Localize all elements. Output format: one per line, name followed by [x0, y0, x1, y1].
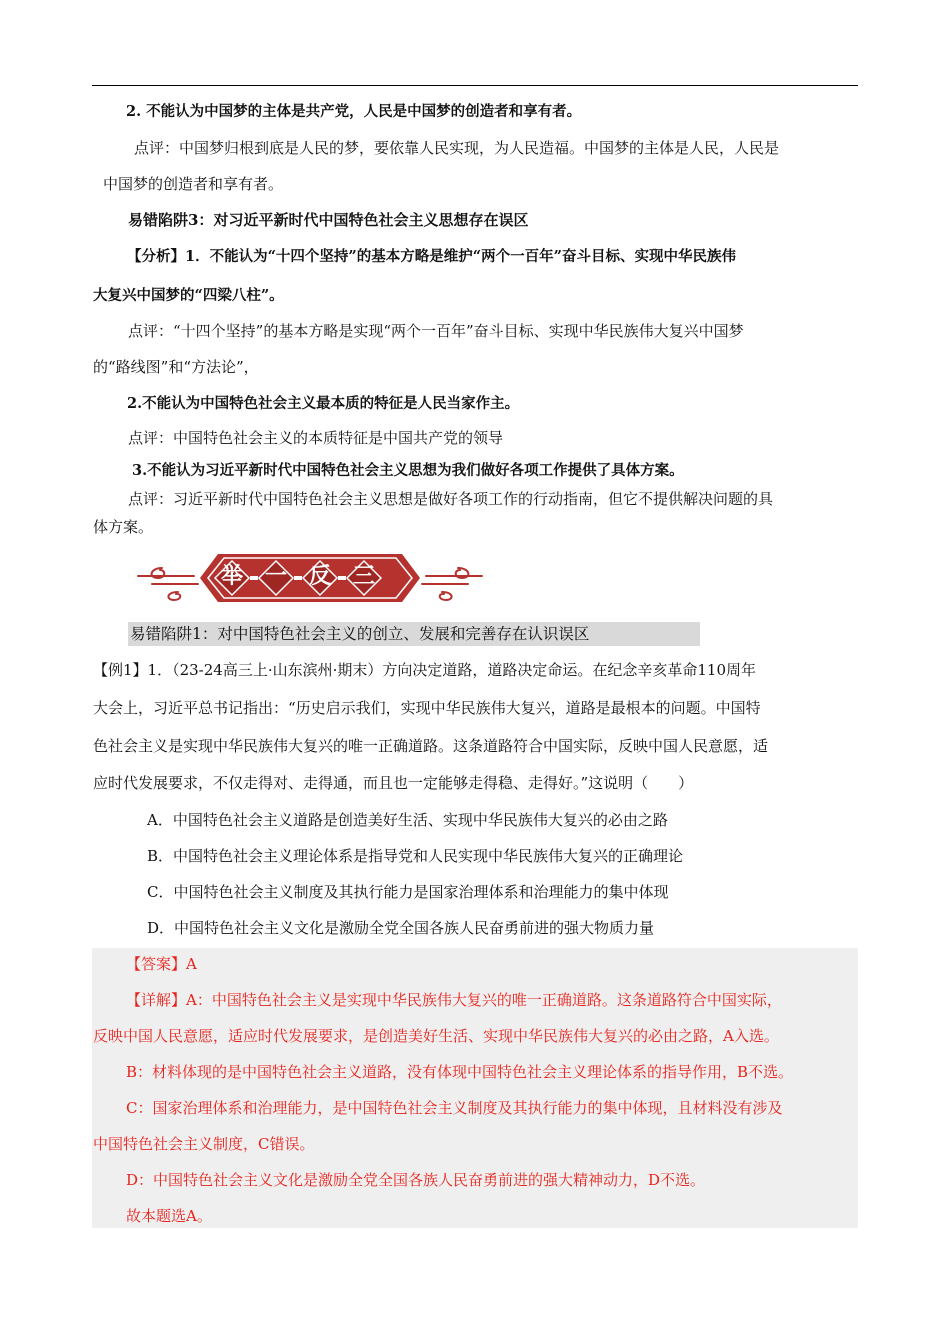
option-b: B．中国特色社会主义理论体系是指导党和人民实现中华民族伟大复兴的正确理论: [147, 847, 684, 865]
banner-char-fan: 反: [308, 564, 331, 589]
option-c: C．中国特色社会主义制度及其执行能力是国家治理体系和治理能力的集中体现: [147, 883, 669, 901]
header-rule: [92, 85, 858, 86]
option-d: D．中国特色社会主义文化是激励全党全国各族人民奋勇前进的强大物质力量: [147, 919, 655, 937]
comment-text-cont: 的“路线图”和“方法论”，: [93, 358, 259, 376]
banner-char-ju: 举: [220, 564, 243, 589]
explanation-d: D：中国特色社会主义文化是激励全党全国各族人民奋勇前进的强大精神动力，D不选。: [126, 1171, 706, 1189]
final-answer: 故本题选A。: [126, 1207, 212, 1225]
explanation-a: 【详解】A：中国特色社会主义是实现中华民族伟大复兴的唯一正确道路。这条道路符合中国实际，: [126, 991, 782, 1009]
ju-yi-fan-san-banner: [132, 548, 488, 608]
trap-3-heading: 易错陷阱3：对习近平新时代中国特色社会主义思想存在误区: [128, 211, 529, 229]
example-question-line-3: 色社会主义是实现中华民族伟大复兴的唯一正确道路。这条道路符合中国实际，反映中国人民意愿，适: [93, 737, 769, 755]
explanation-c: C：国家治理体系和治理能力，是中国特色社会主义制度及其执行能力的集中体现，且材料没有涉及: [126, 1099, 783, 1117]
comment-text: 点评：中国梦归根到底是人民的梦，要依靠人民实现，为人民造福。中国梦的主体是人民，人民是: [134, 139, 780, 157]
comment-text-cont: 中国梦的创造者和享有者。: [103, 175, 284, 193]
example-question-line-2: 大会上，习近平总书记指出：“历史启示我们，实现中华民族伟大复兴，道路是最根本的问题。中国特: [93, 699, 761, 717]
explanation-a-cont: 反映中国人民意愿，适应时代发展要求，是创造美好生活、实现中华民族伟大复兴的必由之路，A入选。: [93, 1027, 779, 1045]
analysis-point-1-cont: 大复兴中国梦的“四梁八柱”。: [93, 287, 284, 304]
explanation-b: B：材料体现的是中国特色社会主义道路，没有体现中国特色社会主义理论体系的指导作用，B不选。: [126, 1063, 794, 1081]
comment-text: 点评：“十四个坚持”的基本方略是实现“两个一百年”奋斗目标、实现中华民族伟大复兴中国梦: [128, 322, 744, 340]
example-question-line-4: 应时代发展要求，不仅走得对、走得通，而且也一定能够走得稳、走得好。”这说明（ ）: [93, 774, 694, 792]
option-a: A．中国特色社会主义道路是创造美好生活、实现中华民族伟大复兴的必由之路: [147, 811, 668, 829]
explanation-c-cont: 中国特色社会主义制度，C错误。: [93, 1135, 315, 1153]
analysis-point-2: 2.不能认为中国特色社会主义最本质的特征是人民当家作主。: [127, 395, 520, 412]
section-title: 易错陷阱1：对中国特色社会主义的创立、发展和完善存在认识误区: [130, 625, 590, 643]
analysis-point-3: 3.不能认为习近平新时代中国特色社会主义思想为我们做好各项工作提供了具体方案。: [132, 462, 684, 479]
comment-text-cont: 体方案。: [93, 518, 154, 536]
banner-char-yi: 一: [264, 564, 287, 589]
comment-text: 点评：习近平新时代中国特色社会主义思想是做好各项工作的行动指南，但它不提供解决问题的具: [128, 490, 774, 508]
comment-text: 点评：中国特色社会主义的本质特征是中国共产党的领导: [128, 429, 504, 447]
answer-label: 【答案】A: [126, 955, 197, 973]
trap-point-2: 2. 不能认为中国梦的主体是共产党，人民是中国梦的创造者和享有者。: [126, 103, 582, 120]
banner-char-san: 三: [352, 564, 375, 589]
example-question-line-1: 【例1】1．（23-24高三上·山东滨州·期末）方向决定道路，道路决定命运。在纪念辛亥革命110周年: [93, 661, 756, 679]
analysis-point-1: 【分析】1．不能认为“十四个坚持”的基本方略是维护“两个一百年”奋斗目标、实现中华民族伟: [127, 248, 736, 265]
